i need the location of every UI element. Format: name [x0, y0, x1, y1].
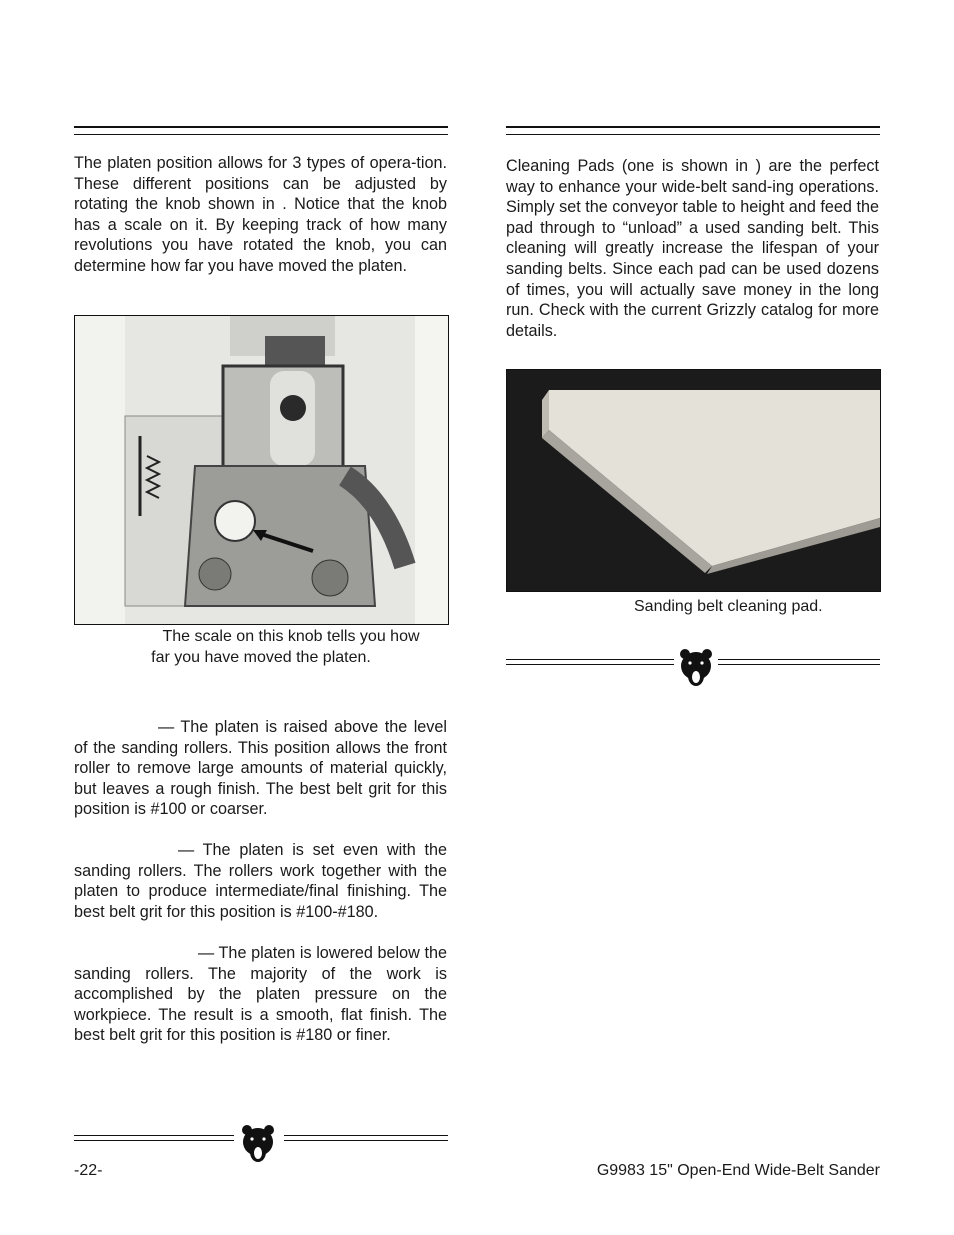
platen-lowered-paragraph: — The platen is lowered below the sanding rollers. The majority of the work is accomplished by the platen pressure on the workpiece. The result is a smooth, flat finish. The best belt grit for this position is #180 or finer. [74, 944, 447, 1045]
left-section-rule [74, 126, 448, 135]
platen-figure-caption-line2: far you have moved the platen. [151, 648, 371, 666]
platen-raised-block [74, 717, 447, 820]
platen-knob-figure [74, 315, 449, 625]
left-intro-block [74, 153, 447, 277]
platen-figure-caption [74, 627, 448, 668]
footer-bear-separator [74, 1124, 448, 1164]
platen-even-block [74, 840, 447, 922]
bear-logo-icon [240, 1124, 276, 1164]
cleaning-pad-caption: Sanding belt cleaning pad. [634, 598, 823, 615]
platen-intro-paragraph: The platen position allows for 3 types of opera-tion. These different positions can be adjusted by rotating the knob shown in . Notice that the knob has a scale on it. By keeping track of how many revolutions you have rotated the knob, you can determine how far you have moved the platen. [74, 154, 447, 275]
cleaning-pad-figure [506, 369, 881, 592]
cleaning-pads-paragraph: Cleaning Pads (one is shown in ) are the perfect way to enhance your wide-belt sand-ing operations. Simply set the conveyor table to height and feed the pad through to “unload” a used sanding belt. This cleaning will greatly increase the lifespan of your sanding belts. Since each pad can be used dozens of times, you will actually save money in the long run. Check with the current Grizzly catalog for more details. [506, 157, 879, 340]
right-intro-block [506, 156, 879, 341]
cleaning-pad-photo [507, 370, 880, 591]
platen-raised-paragraph: — The platen is raised above the level of the sanding rollers. This position allows the front roller to remove large amounts of material quickly, but leaves a rough finish. The best belt grit for this position is #100 or coarser. [74, 718, 447, 819]
manual-title: G9983 15" Open-End Wide-Belt Sander [596, 1162, 880, 1179]
platen-lowered-block [74, 943, 447, 1046]
platen-even-paragraph: — The platen is set even with the sanding rollers. The rollers work together with the platen to produce intermediate/final finishing. The best belt grit for this position is #100-#180. [74, 841, 447, 921]
right-bear-separator [506, 648, 880, 688]
page-number: -22- [74, 1162, 103, 1179]
right-section-rule [506, 126, 880, 135]
bear-logo-icon [678, 648, 714, 688]
platen-knob-photo [75, 316, 448, 624]
platen-figure-caption-line1: The scale on this knob tells you how [162, 628, 420, 645]
